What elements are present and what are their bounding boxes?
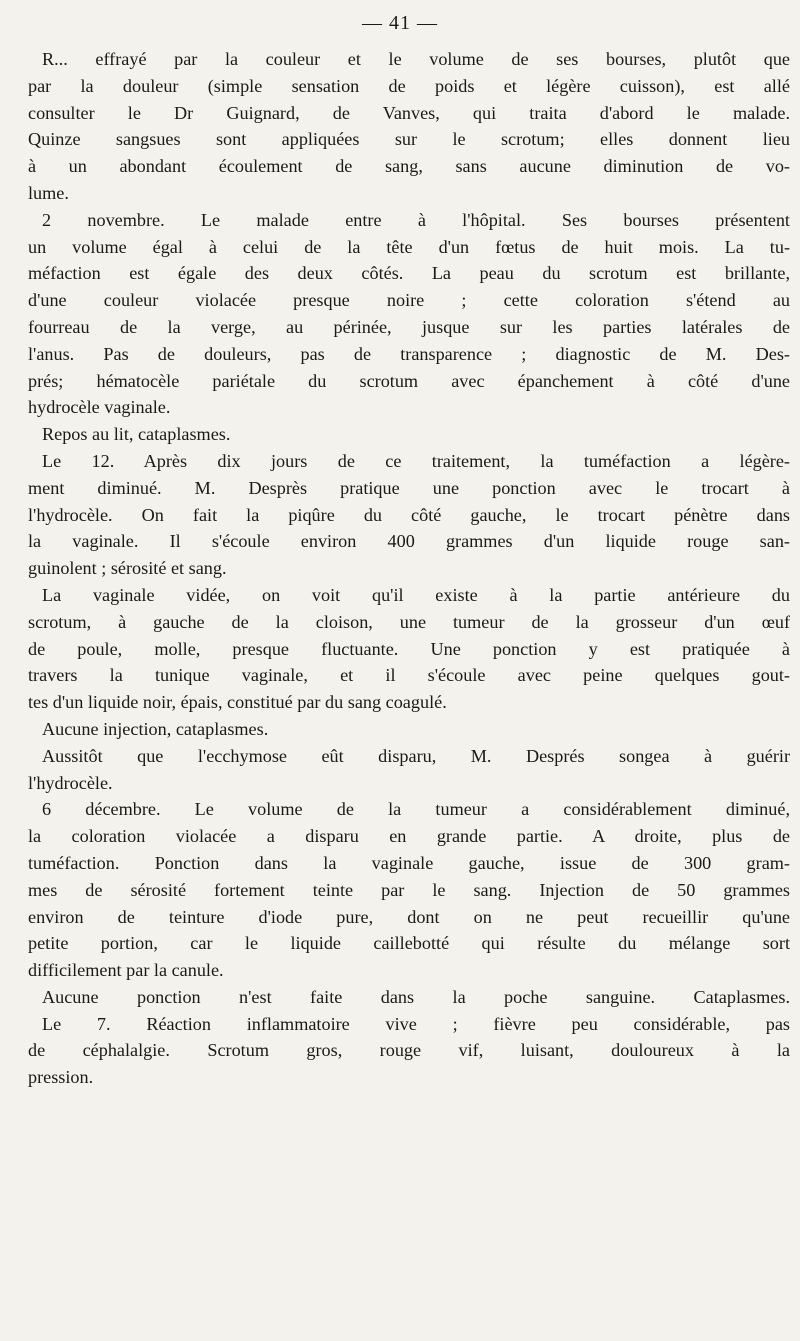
text-line: Aucune injection, cataplasmes. [42,718,269,739]
text-line: Le 12. Après dix jours de ce traitement, la tuméfaction a légère- [42,450,790,471]
text-line: par la douleur (simple sensation de poids et légère cuisson), est allé [28,75,790,96]
text-line: mes de sérosité fortement teinte par le sang. Injection de 50 grammes [28,879,790,900]
text-line: hydrocèle vaginale. [28,397,171,418]
text-line: consulter le Dr Guignard, de Vanves, qui traita d'abord le malade. [28,102,790,123]
text-line: un volume égal à celui de la tête d'un fœtus de huit mois. La tu- [28,236,790,257]
text-line: l'hydrocèle. [28,772,113,793]
text-line: tes d'un liquide noir, épais, constitué par du sang coagulé. [28,692,447,713]
text-line: 6 décembre. Le volume de la tumeur a considérablement diminué, [42,799,790,820]
text-line: 2 novembre. Le malade entre à l'hôpital. Ses bourses présentent [42,209,790,230]
text-line: lume. [28,182,69,203]
text-line: Repos au lit, cataplasmes. [42,424,231,445]
text-line: à un abondant écoulement de sang, sans aucune diminution de vo- [28,156,790,177]
text-line: pression. [28,1067,94,1088]
text-line: l'anus. Pas de douleurs, pas de transparence ; diagnostic de M. Des- [28,343,790,364]
text-line: prés; hématocèle pariétale du scrotum avec épanchement à côté d'une [28,370,790,391]
text-line: Quinze sangsues sont appliquées sur le scrotum; elles donnent lieu [28,129,790,150]
text-line: ment diminué. M. Desprès pratique une ponction avec le trocart à [28,477,790,498]
text-line: difficilement par la canule. [28,960,224,981]
text-line: d'une couleur violacée presque noire ; cette coloration s'étend au [28,290,790,311]
text-line: la coloration violacée a disparu en grande partie. A droite, plus de [28,826,790,847]
text-line: la vaginale. Il s'écoule environ 400 grammes d'un liquide rouge san- [28,531,790,552]
body-text [28,46,790,1091]
text-line: de céphalalgie. Scrotum gros, rouge vif, luisant, douloureux à la [28,1040,790,1061]
text-line: l'hydrocèle. On fait la piqûre du côté gauche, le trocart pénètre dans [28,504,790,525]
page-number: — 41 — [362,12,438,34]
text-line: petite portion, car le liquide caillebotté qui résulte du mélange sort [28,933,790,954]
text-line: guinolent ; sérosité et sang. [28,558,227,579]
text-line: Aussitôt que l'ecchymose eût disparu, M. Després songea à guérir [42,745,790,766]
text-line: méfaction est égale des deux côtés. La peau du scrotum est brillante, [28,263,790,284]
text-line: scrotum, à gauche de la cloison, une tumeur de la grosseur d'un œuf [28,611,790,632]
text-line: de poule, molle, presque fluctuante. Une ponction y est pratiquée à [28,638,790,659]
text-line: La vaginale vidée, on voit qu'il existe à la partie antérieure du [42,584,790,605]
text-line: travers la tunique vaginale, et il s'écoule avec peine quelques gout- [28,665,790,686]
text-line: fourreau de la verge, au périnée, jusque sur les parties latérales de [28,316,790,337]
text-line: Aucune ponction n'est faite dans la poche sanguine. Cataplasmes. [42,986,790,1007]
text-line: R... effrayé par la couleur et le volume de ses bourses, plutôt que [42,49,790,69]
text-line: Le 7. Réaction inflammatoire vive ; fièvre peu considérable, pas [42,1013,790,1034]
text-line: tuméfaction. Ponction dans la vaginale gauche, issue de 300 gram- [28,852,790,873]
text-line: environ de teinture d'iode pure, dont on ne peut recueillir qu'une [28,906,790,927]
